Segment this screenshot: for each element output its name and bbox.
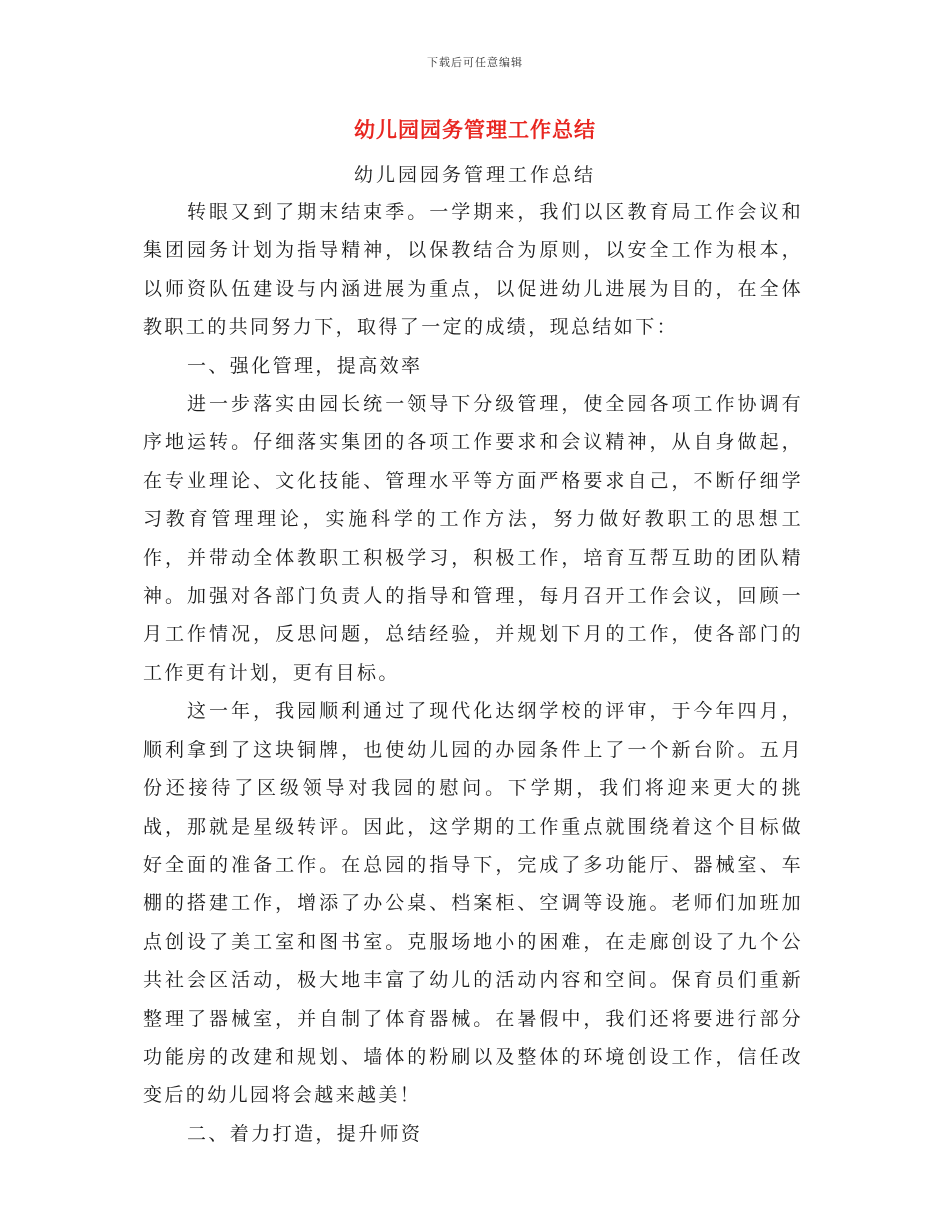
body-paragraph: 这一年，我园顺利通过了现代化达纲学校的评审，于今年四月，顺利拿到了这块铜牌，也使幼儿园的办园条件上了一个新台阶。五月份还接待了区级领导对我园的慰问。下学期，我们将迎来更大的挑战，那就是星级转评。因此，这学期的工作重点就围绕着这个目标做好全面的准备工作。在总园的指导下，完成了多功能厅、器械室、车棚的搭建工作，增添了办公桌、档案柜、空调等设施。老师们加班加点创设了美工室和图书室。克服场地小的困难，在走廊创设了九个公共社会区活动，极大地丰富了幼儿的活动内容和空间。保育员们重新整理了器械室，并自制了体育器械。在暑假中，我们还将要进行部分功能房的改建和规划、墙体的粉刷以及整体的环境创设工作，信任改变后的幼儿园将会越来越美！: [143, 700, 803, 1107]
intro-paragraph: 转眼又到了期末结束季。一学期来，我们以区教育局工作会议和集团园务计划为指导精神，以保教结合为原则，以安全工作为根本，以师资队伍建设与内涵进展为重点，以促进幼儿进展为目的，在全体教职工的共同努力下，取得了一定的成绩，现总结如下：: [143, 201, 803, 339]
document-title: 幼儿园园务管理工作总结: [354, 117, 596, 142]
document-subtitle: 幼儿园园务管理工作总结: [353, 164, 596, 186]
body-paragraph: 进一步落实由园长统一领导下分级管理，使全园各项工作协调有序地运转。仔细落实集团的各项工作要求和会议精神，从自身做起，在专业理论、文化技能、管理水平等方面严格要求自己，不断仔细学习教育管理理论，实施科学的工作方法，努力做好教职工的思想工作，并带动全体教职工积极学习，积极工作，培育互帮互助的团队精神。加强对各部门负责人的指导和管理，每月召开工作会议，回顾一月工作情况，反思问题，总结经验，并规划下月的工作，使各部门的工作更有计划，更有目标。: [143, 393, 803, 684]
header-note: 下载后可任意编辑: [427, 56, 523, 69]
document-body: [143, 193, 803, 1153]
section-heading-2: 二、着力打造，提升师资: [187, 1122, 423, 1145]
section-heading-1: 一、强化管理，提高效率: [187, 354, 423, 377]
